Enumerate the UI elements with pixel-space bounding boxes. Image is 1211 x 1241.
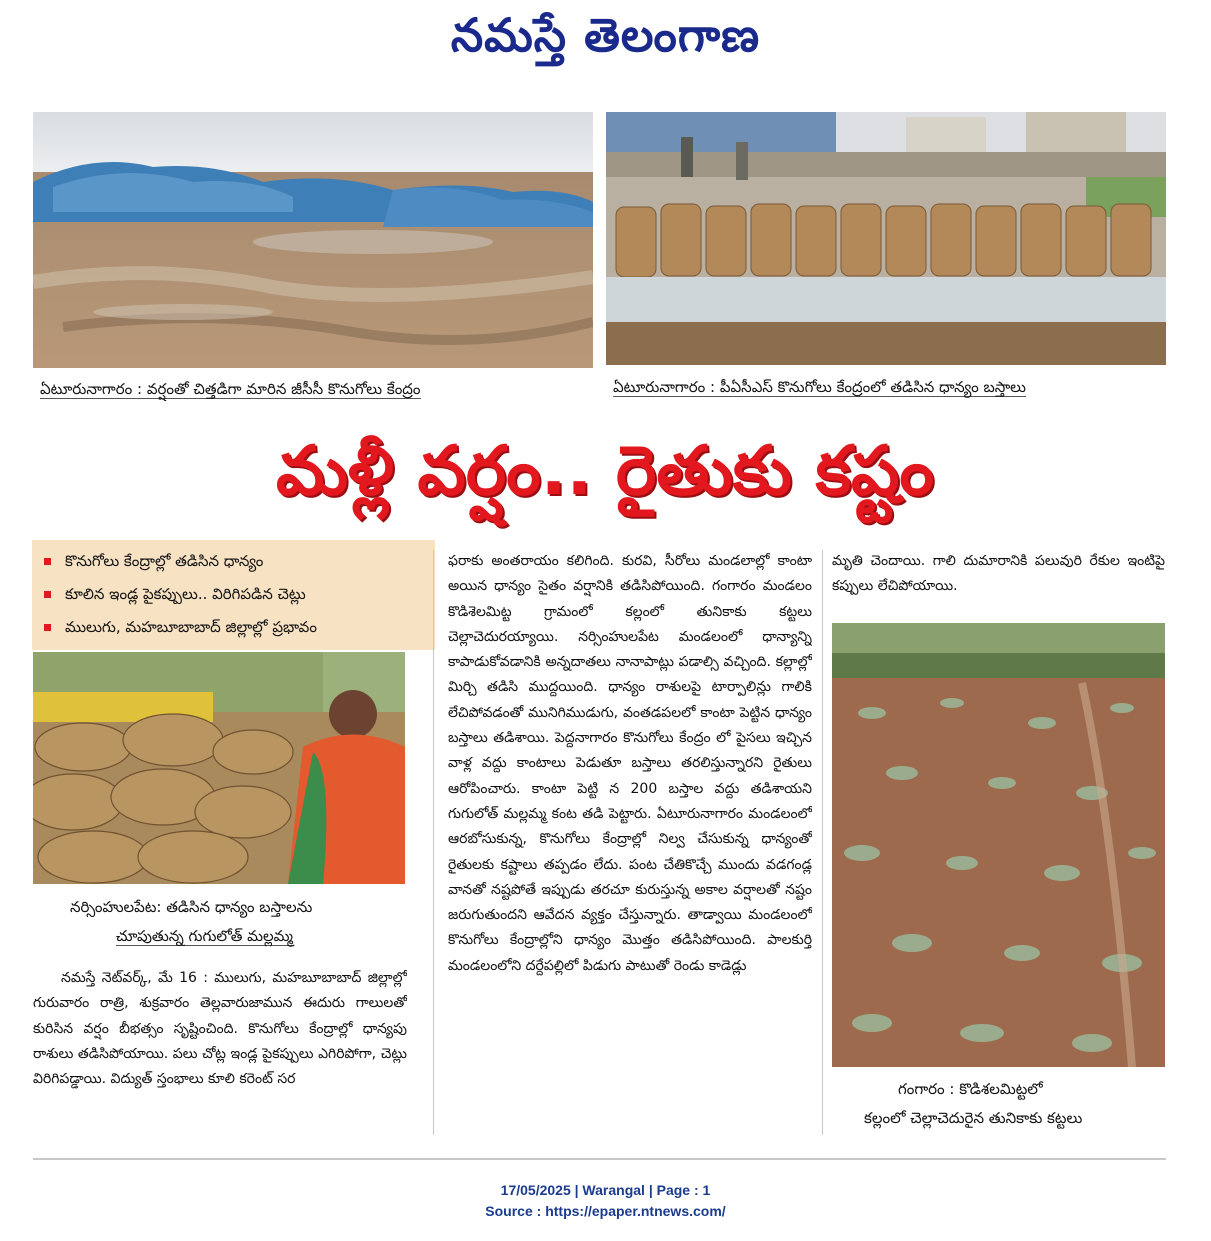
headline: మళ్లీ వర్షం.. రైతుకు కష్టం	[276, 432, 934, 511]
bullet-square-icon	[44, 624, 51, 631]
article-column-1: నమస్తే నెట్‌వర్క్, మే 16 : ములుగు, మహబూబాబాద్ జిల్లాల్లో గురువారం రాత్రి, శుక్రవారం తెల్లవారుజామున ఈదురు గాలులతో కురిసిన వర్షం బీభత్సం సృష్టించింది. కొనుగోలు కేంద్రాల్లో ధాన్యపు రాశులు తడిసిపోయాయి. పలు చోట్ల ఇండ్ల పైకప్పులు ఎగిరిపోగా, చెట్లు విరిగిపడ్డాయి. విద్యుత్ స్తంభాలు కూలి కరెంట్ సర	[33, 970, 407, 1088]
article-column-2: ఫరాకు అంతరాయం కలిగింది. కురవి, సీరోలు మండలాల్లో కాంటా అయిన ధాన్యం సైతం వర్షానికి తడిసిపోయింది. గంగారం మండలం కొడిశెలమిట్ట గ్రామంలో కల్లంలో తునికాకు కట్టలు చెల్లాచెదురయ్యాయి. నర్సింహులపేట మండలంలో ధాన్యాన్ని కాపాడుకోవడానికి అన్నదాతలు నానాపాట్లు పడాల్సి వచ్చింది. కల్లాల్లో మిర్చి తడిసి ముద్దయింది. ధాన్యం రాశులపై టార్పాలిన్లు గాలికి లేచిపోవడంతో మునిగిముడుగు, వంతడపలలో కాంటా పెట్టిన ధాన్యం బస్తాలు తడిశాయి. పెద్దనాగారం కొనుగోలు కేంద్రం లో పైసలు ఇచ్చిన వాళ్ల వద్దు కాంటాలు పెడుతూ బస్తాలు తరలిస్తున్నారని రైతులు ఆరోపించారు. కాంటా పెట్టి న 200 బస్తాల వద్దు తడిశాయని గుగులోత్ మల్లమ్మ కంట తడి పెట్టారు. ఏటూరునాగారం మండలంలో ఆరబోసుకున్న, కొనుగోలు కేంద్రాల్లో నిల్వ చేసుకున్న ధాన్యంతో రైతులకు కష్టాలు తప్పడం లేదు. పంట చేతికొచ్చే ముందు వడగండ్ల వానతో నష్టపోతే ఇప్పుడు తరచూ కురుస్తున్న అకాల వర్షాలతో నష్టం జరుగుతుందని ఆవేదన వ్యక్తం చేస్తున్నారు. తాడ్వాయి మండలంలో కొనుగోలు కేంద్రాల్లోని ధాన్యం మొత్తం తడిసిపోయింది. పాలకుర్తి మండలంలోని దర్దేపల్లిలో పిడుగు పాటుతో రెండు కాడెడ్లు	[448, 553, 812, 974]
caption-muddy-centre: ఏటూరునాగారం : వర్షంతో చిత్తడిగా మారిన జీసీసీ కొనుగోలు కేంద్రం	[40, 380, 421, 398]
highlight-item: కూలిన ఇండ్ల పైకప్పులు.. విరిగిపడిన చెట్లు	[44, 585, 306, 607]
caption-field-line2: కల్లంలో చెల్లాచెదురైన తునికాకు కట్టలు	[864, 1109, 1083, 1127]
page-bottom-rule	[33, 1158, 1166, 1160]
bullet-square-icon	[44, 591, 51, 598]
bullet-square-icon	[44, 558, 51, 565]
caption-field-line1: గంగారం : కొడిశలమిట్టలో	[898, 1080, 1043, 1098]
photo-farmer-with-bags	[33, 652, 405, 884]
masthead-logo: నమస్తే తెలంగాణ	[450, 8, 761, 62]
caption-wet-grain-bags: ఏటూరునాగారం : పీఏసీఎస్ కొనుగోలు కేంద్రంలో తడిసిన ధాన్యం బస్తాలు	[613, 378, 1026, 396]
photo-muddy-procurement-centre	[33, 112, 593, 368]
article-column-3: మృతి చెందాయి. గాలి దుమారానికి పలువురి రేకుల ఇంటిపై కప్పులు లేచిపోయాయి.	[832, 553, 1165, 595]
footer-edition-info: 17/05/2025 | Warangal | Page : 1	[500, 1182, 711, 1198]
highlight-item: కొనుగోలు కేంద్రాల్లో తడిసిన ధాన్యం	[44, 552, 263, 574]
column-divider	[822, 550, 823, 1135]
highlight-item: ములుగు, మహబూబాబాద్ జిల్లాల్లో ప్రభావం	[44, 618, 317, 640]
photo-wet-grain-bags	[606, 112, 1166, 365]
caption-farmer-line1: నర్సింహులపేట: తడిసిన ధాన్యం బస్తాలను	[70, 898, 313, 916]
photo-scattered-leaf-bundles	[832, 623, 1165, 1067]
caption-farmer-line2: చూపుతున్న గుగులోత్ మల్లమ్మ	[116, 927, 294, 945]
column-divider	[433, 550, 434, 1135]
highlights-box	[32, 540, 435, 650]
footer-source-link[interactable]: Source : https://epaper.ntnews.com/	[485, 1203, 726, 1219]
